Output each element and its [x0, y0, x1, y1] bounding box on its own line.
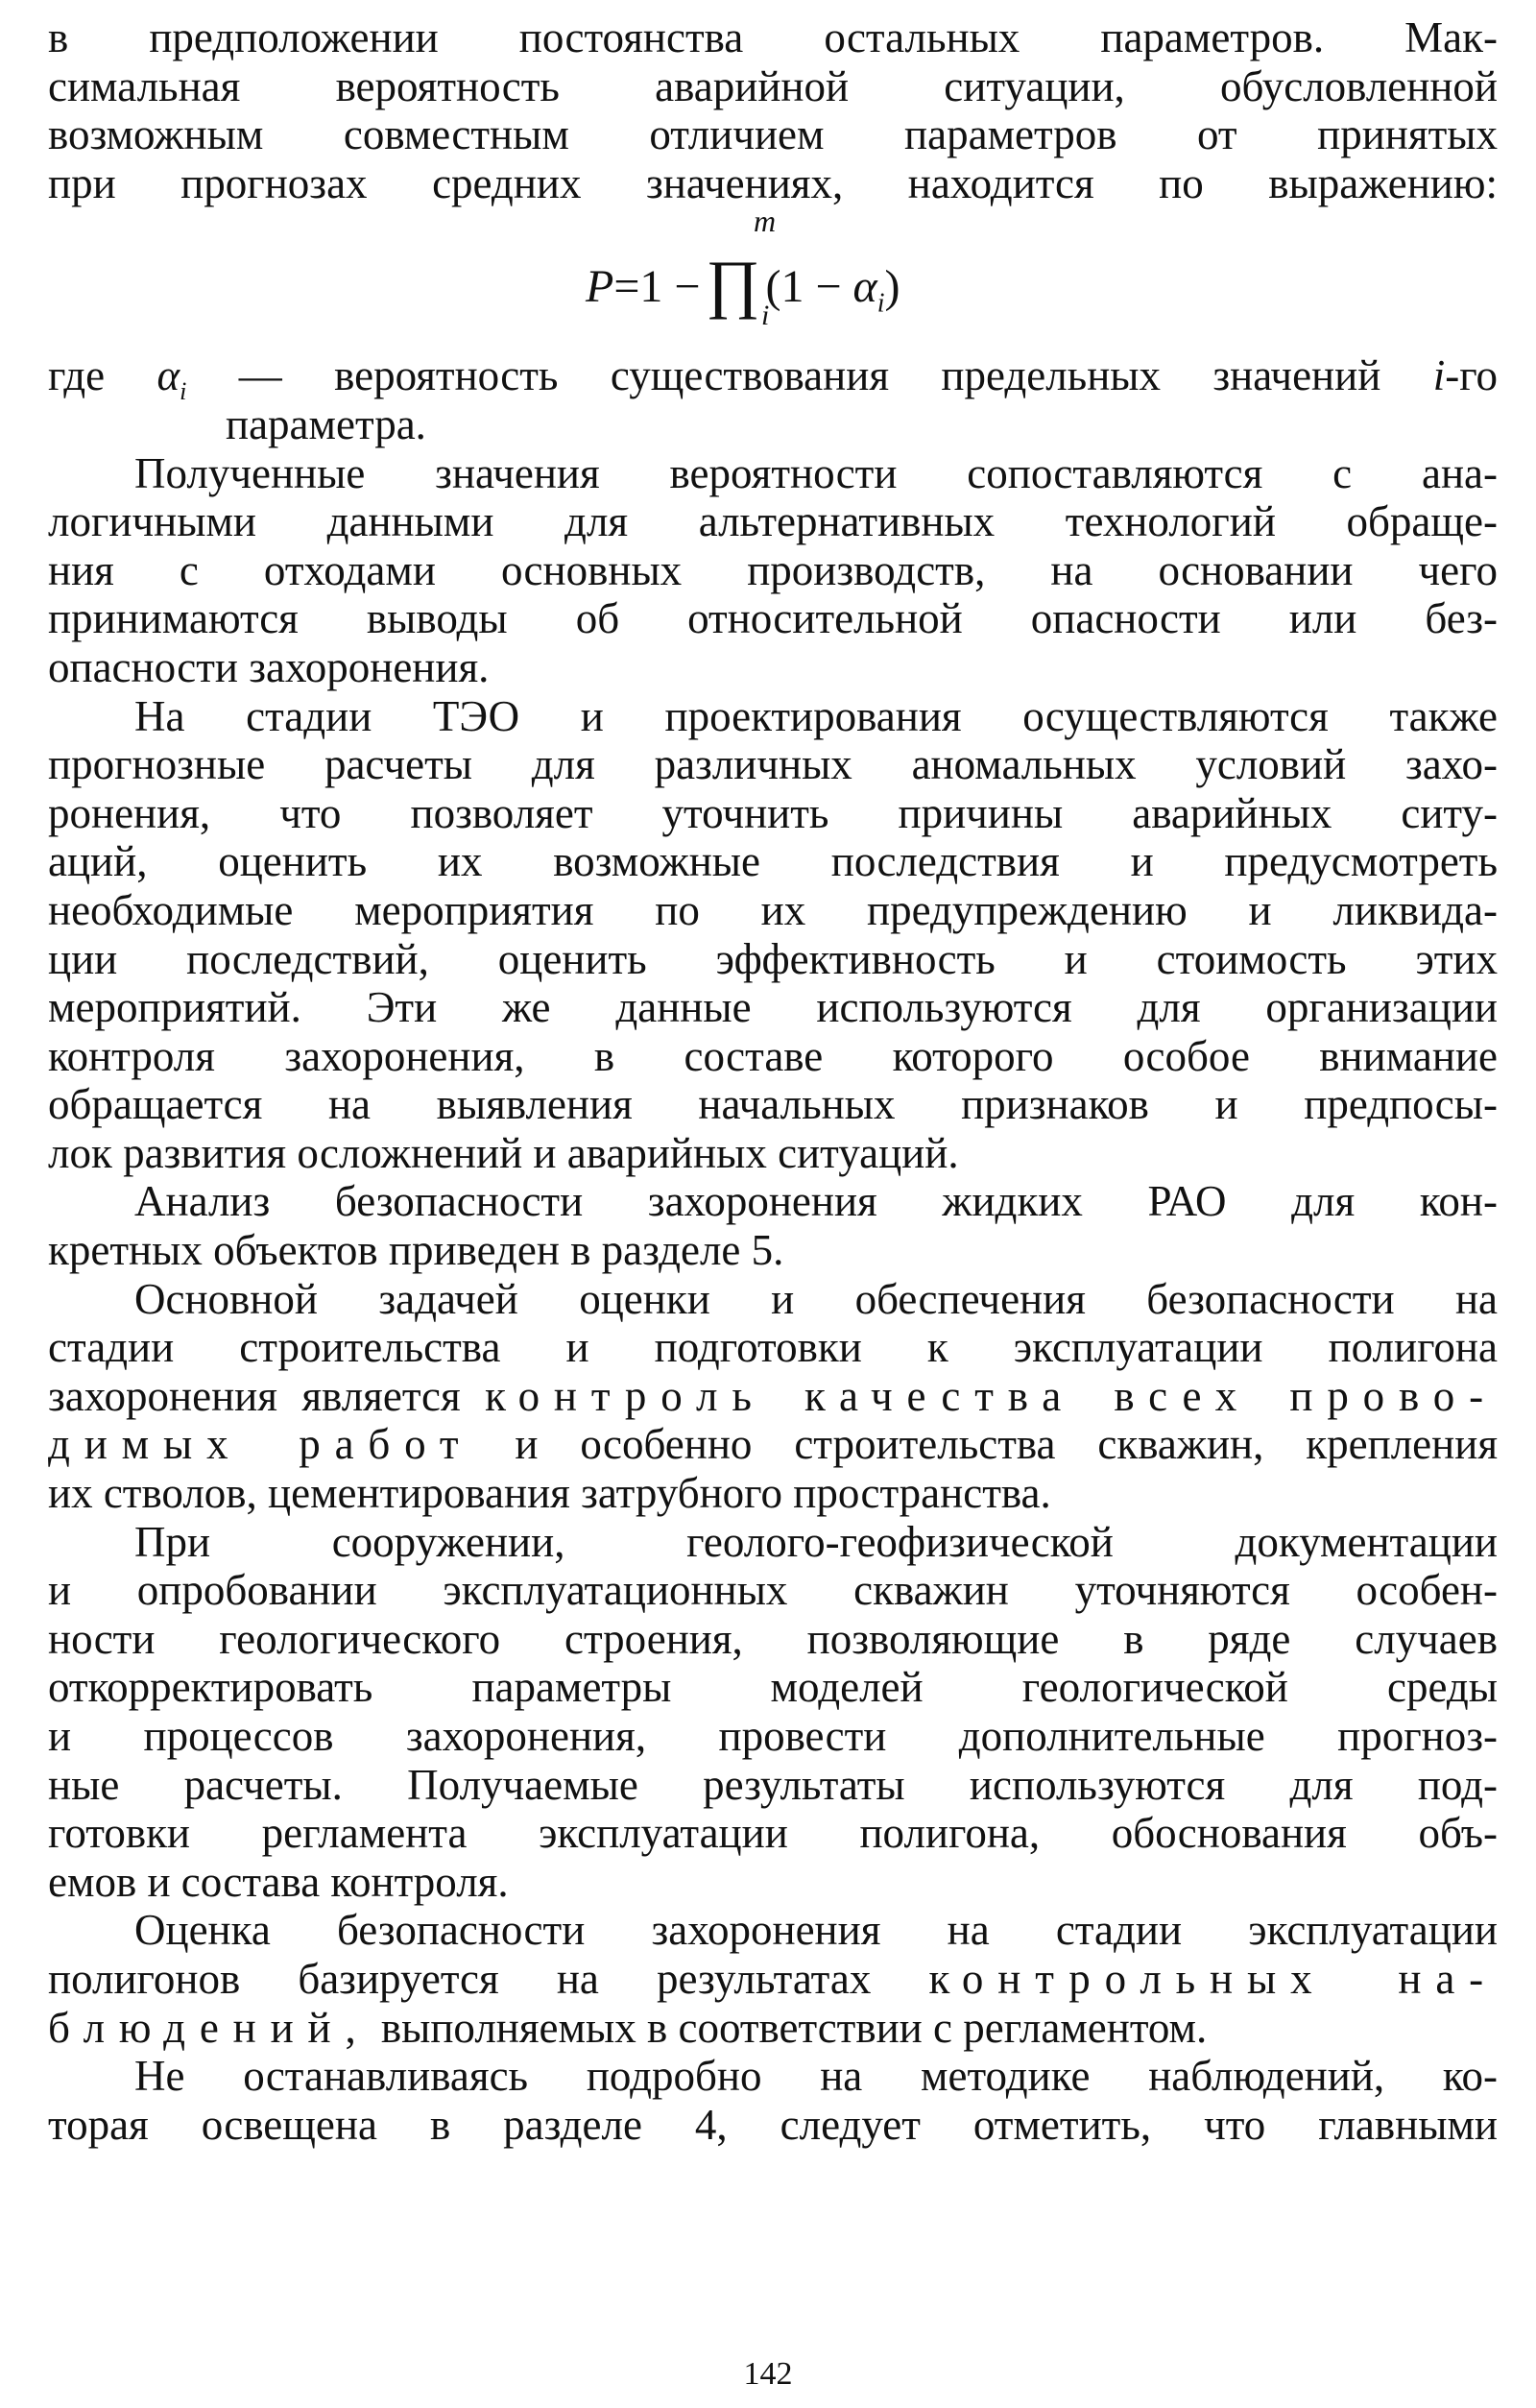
spaced-emphasis: блюдений, — [48, 2003, 371, 2052]
text-line — [48, 1420, 1498, 1469]
formula-term-close: ) — [884, 261, 900, 313]
product-upper-limit: m — [754, 204, 777, 239]
definition-line — [48, 351, 1498, 400]
text-line: обращается на выявления начальных признаков и предпосы- — [48, 1080, 1498, 1129]
text-line: ности геологического строения, позволяющие в ряде случаев — [48, 1614, 1498, 1663]
formula-alpha-index: i — [876, 288, 885, 319]
definition-i-symbol: i — [1432, 351, 1446, 400]
text-line: готовки регламента эксплуатации полигона, обоснования объ- — [48, 1809, 1498, 1858]
paragraph — [48, 1518, 1498, 1907]
text-line: и опробовании эксплуатационных скважин уточняются особен- — [48, 1566, 1498, 1615]
text-line: принимаются выводы об относительной опасности или без- — [48, 594, 1498, 643]
formula-equals-one-minus: =1 − — [613, 261, 701, 313]
text-line: необходимые мероприятия по их предупреждению и ликвида- — [48, 885, 1498, 934]
text-line: ронения, что позволяет уточнить причины аварийных ситу- — [48, 788, 1498, 837]
definition-text: — вероятность существования предельных значений — [238, 351, 1381, 400]
text-line: лок развития осложнений и аварийных ситуаций. — [48, 1128, 959, 1177]
text-line: ные расчеты. Получаемые результаты используются для под- — [48, 1760, 1498, 1809]
text-line — [48, 1955, 1498, 2004]
text-line: симальная вероятность аварийной ситуации, обусловленной — [48, 61, 1498, 110]
text-line: Анализ безопасности захоронения жидких РАО для кон- — [134, 1177, 1498, 1226]
text-line: Основной задачей оценки и обеспечения безопасности на — [134, 1274, 1498, 1323]
text-line: торая освещена в разделе 4, следует отметить, что главными — [48, 2100, 1498, 2149]
text-line: их стволов, цементирования затрубного пространства. — [48, 1469, 1051, 1518]
text-line: Полученные значения вероятности сопоставляются с ана- — [134, 448, 1498, 497]
formula-lhs: P — [586, 261, 614, 313]
text-line — [48, 2004, 1498, 2053]
text-line: и процессов захоронения, провести дополнительные прогноз- — [48, 1712, 1498, 1760]
text-line: Не останавливаясь подробно на методике наблюдений, ко- — [134, 2052, 1498, 2101]
text-line: при прогнозах средних значениях, находится по выражению: — [48, 158, 1498, 207]
paragraph — [48, 692, 1498, 1178]
paragraph — [48, 1275, 1498, 1518]
text-line: емов и состава контроля. — [48, 1857, 509, 1906]
text-line: прогнозные расчеты для различных аномальных условий захо- — [48, 740, 1498, 789]
text-line: Оценка безопасности захоронения на стадии эксплуатации — [134, 1906, 1498, 1955]
text-line — [48, 1372, 1498, 1421]
probability-formula — [48, 204, 1498, 351]
formula-definition — [48, 351, 1498, 448]
page-number: 142 — [743, 2356, 793, 2392]
paragraph — [48, 2052, 1498, 2149]
text-line: При сооружении, геолого-геофизической документации — [134, 1517, 1498, 1566]
spaced-emphasis: контроль качества всех прово- — [485, 1371, 1498, 1420]
text-line: логичными данными для альтернативных технологий обраще- — [48, 497, 1498, 546]
text-line: аций, оценить их возможные последствия и предусмотреть — [48, 837, 1498, 886]
text-line: ции последствий, оценить эффективность и стоимость этих — [48, 934, 1498, 983]
page-body — [48, 13, 1498, 2385]
text-line: кретных объектов приведен в разделе 5. — [48, 1226, 784, 1275]
definition-continuation: параметра. — [226, 399, 426, 448]
definition-suffix: -го — [1445, 351, 1498, 400]
text-line: контроля захоронения, в составе которого особое внимание — [48, 1031, 1498, 1080]
text-segment: выполняемых в соответствии с регламентом. — [380, 2003, 1208, 2052]
definition-alpha-index: i — [180, 377, 187, 400]
spaced-emphasis: контрольных на- — [928, 1954, 1498, 2003]
text-line: в предположении постоянства остальных параметров. Мак- — [48, 13, 1498, 61]
paragraph — [48, 449, 1498, 692]
text-line: На стадии ТЭО и проектирования осуществляются также — [134, 691, 1498, 740]
text-line: стадии строительства и подготовки к эксплуатации полигона — [48, 1323, 1498, 1372]
spaced-emphasis: димых работ — [48, 1420, 473, 1469]
definition-prefix: где — [48, 351, 106, 400]
product-symbol: ∏ — [706, 247, 760, 321]
formula-expression — [586, 204, 900, 332]
text-segment: и особенно строительства скважин, крепления — [515, 1420, 1498, 1469]
text-line: откорректировать параметры моделей геологической среды — [48, 1663, 1498, 1712]
formula-alpha: α — [852, 261, 877, 313]
formula-term-open: (1 − — [765, 261, 842, 313]
paragraph-continuation — [48, 13, 1498, 207]
text-line: ния с отходами основных производств, на основании чего — [48, 545, 1498, 594]
paragraph — [48, 1177, 1498, 1274]
paragraph — [48, 1906, 1498, 2052]
text-line: мероприятий. Эти же данные используются для организации — [48, 983, 1498, 1032]
product-lower-limit: i — [761, 300, 770, 332]
definition-alpha: α — [156, 351, 180, 400]
text-line: опасности захоронения. — [48, 642, 490, 691]
text-segment: полигонов базируется на результатах — [48, 1954, 872, 2003]
text-segment: захоронения является — [48, 1371, 461, 1420]
text-line: возможным совместным отличием параметров от принятых — [48, 110, 1498, 159]
